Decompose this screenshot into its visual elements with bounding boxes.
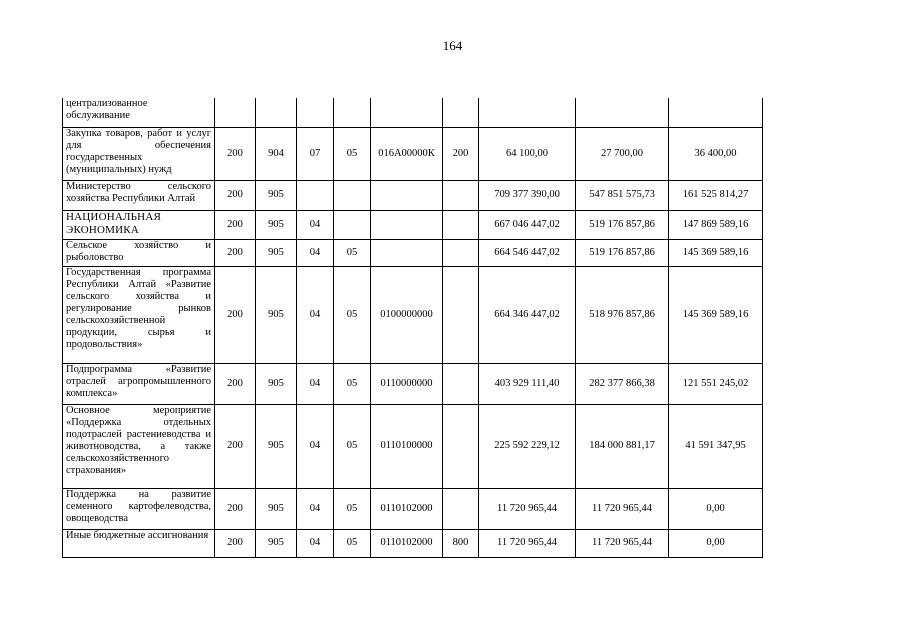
target-article: 0110000000 (371, 363, 443, 404)
ministry-code: 905 (256, 363, 297, 404)
admin-code: 200 (215, 180, 256, 210)
admin-code: 200 (215, 266, 256, 363)
target-article (371, 98, 443, 127)
ministry-code: 904 (256, 127, 297, 180)
section-code: 04 (297, 266, 334, 363)
table-row (63, 404, 763, 488)
sum-approved: 403 929 111,40 (479, 363, 576, 404)
sum-executed: 11 720 965,44 (576, 529, 669, 557)
table-row (63, 210, 763, 239)
section-code (297, 180, 334, 210)
subsection-code: 05 (334, 488, 371, 529)
admin-code (215, 98, 256, 127)
sum-remaining: 145 369 589,16 (669, 266, 763, 363)
expense-type (443, 266, 479, 363)
ministry-code: 905 (256, 266, 297, 363)
row-name: Сельское хозяйство и рыболовство (63, 239, 215, 266)
ministry-code: 905 (256, 404, 297, 488)
admin-code: 200 (215, 363, 256, 404)
sum-executed: 11 720 965,44 (576, 488, 669, 529)
sum-approved: 664 546 447,02 (479, 239, 576, 266)
table-row (63, 98, 763, 127)
subsection-code (334, 180, 371, 210)
sum-approved: 11 720 965,44 (479, 529, 576, 557)
table-row (63, 239, 763, 266)
section-code: 04 (297, 363, 334, 404)
section-code: 04 (297, 488, 334, 529)
target-article (371, 180, 443, 210)
expense-type (443, 239, 479, 266)
target-article: 0110100000 (371, 404, 443, 488)
sum-approved: 225 592 229,12 (479, 404, 576, 488)
sum-approved: 11 720 965,44 (479, 488, 576, 529)
subsection-code: 05 (334, 404, 371, 488)
sum-remaining: 147 869 589,16 (669, 210, 763, 239)
table-row (63, 488, 763, 529)
ministry-code: 905 (256, 488, 297, 529)
ministry-code: 905 (256, 210, 297, 239)
sum-executed: 519 176 857,86 (576, 239, 669, 266)
row-name: централизованное обслуживание (63, 98, 215, 127)
admin-code: 200 (215, 239, 256, 266)
row-name: Министерство сельского хозяйства Республики Алтай (63, 180, 215, 210)
sum-remaining: 0,00 (669, 488, 763, 529)
table-row (63, 127, 763, 180)
sum-remaining: 145 369 589,16 (669, 239, 763, 266)
target-article: 0110102000 (371, 529, 443, 557)
subsection-code: 05 (334, 363, 371, 404)
sum-remaining: 161 525 814,27 (669, 180, 763, 210)
row-name: Подпрограмма «Развитие отраслей агропромышленного комплекса» (63, 363, 215, 404)
ministry-code (256, 98, 297, 127)
sum-remaining: 121 551 245,02 (669, 363, 763, 404)
sum-approved: 664 346 447,02 (479, 266, 576, 363)
subsection-code (334, 98, 371, 127)
subsection-code: 05 (334, 127, 371, 180)
subsection-code: 05 (334, 529, 371, 557)
sum-approved: 709 377 390,00 (479, 180, 576, 210)
admin-code: 200 (215, 210, 256, 239)
row-name: Государственная программа Республики Алтай «Развитие сельского хозяйства и регулирование рынков сельскохозяйственной продукции, сырья и продовольствия» (63, 266, 215, 363)
subsection-code: 05 (334, 239, 371, 266)
row-name: НАЦИОНАЛЬНАЯ ЭКОНОМИКА (63, 210, 215, 239)
target-article (371, 210, 443, 239)
table-row (63, 266, 763, 363)
target-article: 0110102000 (371, 488, 443, 529)
sum-executed: 547 851 575,73 (576, 180, 669, 210)
admin-code: 200 (215, 127, 256, 180)
row-name: Поддержка на развитие семенного картофелеводства, овощеводства (63, 488, 215, 529)
admin-code: 200 (215, 404, 256, 488)
table-row (63, 363, 763, 404)
sum-remaining: 0,00 (669, 529, 763, 557)
expense-type (443, 488, 479, 529)
sum-executed: 518 976 857,86 (576, 266, 669, 363)
section-code: 04 (297, 529, 334, 557)
sum-executed: 519 176 857,86 (576, 210, 669, 239)
expense-type (443, 404, 479, 488)
expense-type (443, 98, 479, 127)
subsection-code: 05 (334, 266, 371, 363)
section-code: 04 (297, 404, 334, 488)
page-number: 164 (442, 38, 463, 53)
expense-type (443, 180, 479, 210)
expense-type: 200 (443, 127, 479, 180)
budget-table (62, 98, 763, 558)
admin-code: 200 (215, 488, 256, 529)
subsection-code (334, 210, 371, 239)
expense-type: 800 (443, 529, 479, 557)
sum-remaining (669, 98, 763, 127)
target-article: 016А00000К (371, 127, 443, 180)
expense-type (443, 363, 479, 404)
row-name: Иные бюджетные ассигнования (63, 529, 215, 557)
sum-approved: 64 100,00 (479, 127, 576, 180)
expense-type (443, 210, 479, 239)
section-code: 07 (297, 127, 334, 180)
ministry-code: 905 (256, 180, 297, 210)
sum-approved (479, 98, 576, 127)
ministry-code: 905 (256, 529, 297, 557)
section-code: 04 (297, 210, 334, 239)
sum-executed (576, 98, 669, 127)
sum-remaining: 36 400,00 (669, 127, 763, 180)
section-code: 04 (297, 239, 334, 266)
sum-executed: 184 000 881,17 (576, 404, 669, 488)
section-code (297, 98, 334, 127)
sum-remaining: 41 591 347,95 (669, 404, 763, 488)
target-article (371, 239, 443, 266)
ministry-code: 905 (256, 239, 297, 266)
sum-executed: 27 700,00 (576, 127, 669, 180)
table-row (63, 180, 763, 210)
sum-executed: 282 377 866,38 (576, 363, 669, 404)
row-name: Основное мероприятие «Поддержка отдельных подотраслей растениеводства и животноводства, а также сельскохозяйственного страхования» (63, 404, 215, 488)
table-row (63, 529, 763, 557)
target-article: 0100000000 (371, 266, 443, 363)
row-name: Закупка товаров, работ и услуг для обеспечения государственных (муниципальных) нужд (63, 127, 215, 180)
sum-approved: 667 046 447,02 (479, 210, 576, 239)
admin-code: 200 (215, 529, 256, 557)
